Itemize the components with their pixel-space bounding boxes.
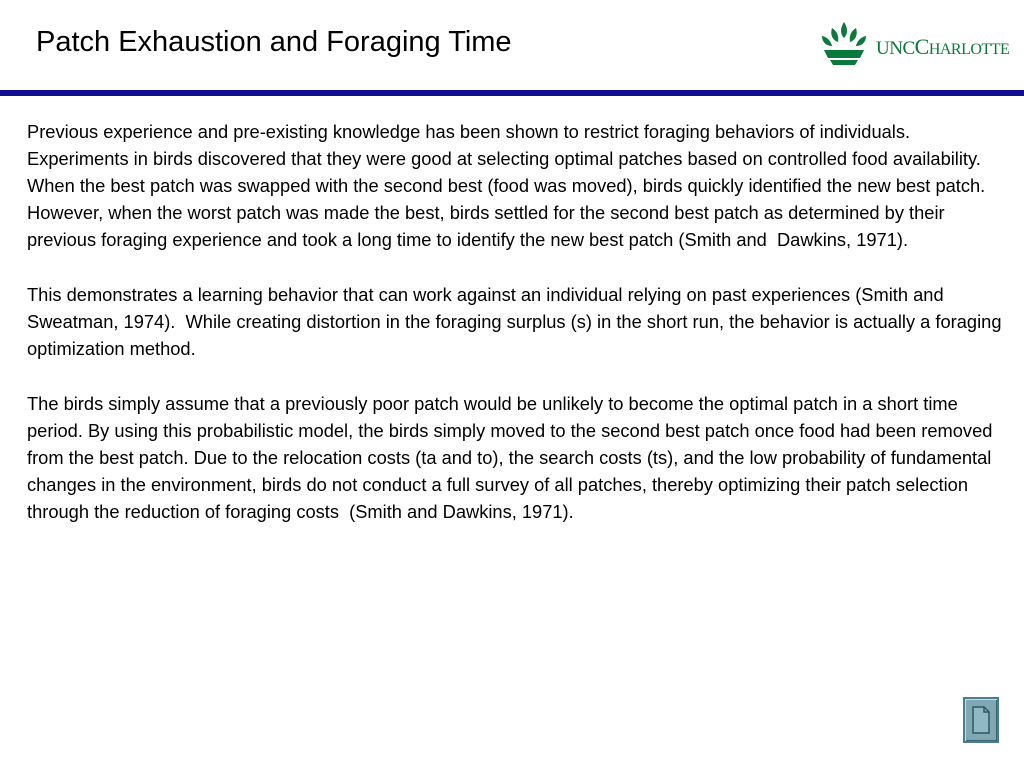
slide-title: Patch Exhaustion and Foraging Time bbox=[36, 26, 512, 58]
title-divider bbox=[0, 90, 1024, 96]
document-icon bbox=[972, 706, 990, 734]
logo-wordmark: UNCCHARLOTTE bbox=[876, 34, 1010, 59]
crown-logo-icon bbox=[818, 20, 870, 66]
paragraph-2: This demonstrates a learning behavior that can work against an individual relying on past experiences (Smith and Sweatman, 1974). While creating distortion in the foraging surplus (s) in the short run, the behavior is actually a foraging optimization method. bbox=[27, 284, 1007, 359]
paragraph-3: The birds simply assume that a previously poor patch would be unlikely to become the optimal patch in a short time period. By using this probabilistic model, the birds simply moved to the second best patch once food had been removed from the best patch. Due to the relocation costs (ta and to), the search costs (ts), and the low probability of fundamental changes in the environment, birds do not conduct a full survey of all patches, thereby optimizing their patch selection through the reduction of foraging costs (Smith and Dawkins, 1971). bbox=[27, 393, 998, 522]
unc-charlotte-logo bbox=[818, 20, 1014, 68]
paragraph-1: Previous experience and pre-existing knowledge has been shown to restrict foraging behaviors of individuals. Experiments in birds discovered that they were good at selecting optimal patches based on controlled food availability. When the best patch was swapped with the second best (food was moved), birds quickly identified the new best patch. However, when the worst patch was made the best, birds settled for the second best patch as determined by their previous foraging experience and took a long time to identify the new best patch (Smith and Dawkins, 1971). bbox=[27, 121, 996, 250]
slide-body bbox=[27, 118, 1007, 553]
document-nav-button[interactable] bbox=[963, 697, 999, 743]
